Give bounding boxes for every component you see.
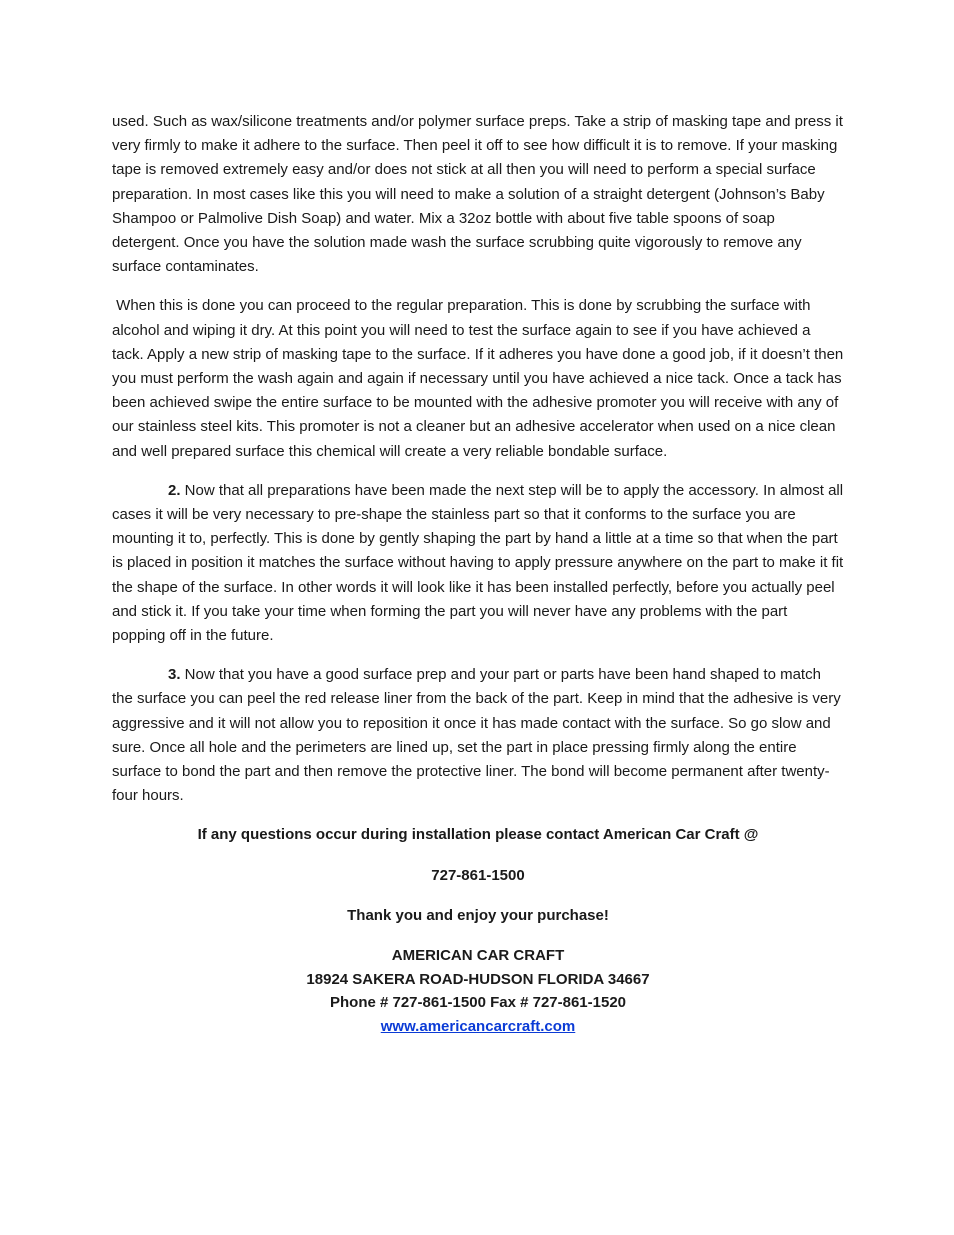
company-address: 18924 SAKERA ROAD-HUDSON FLORIDA 34667 [306, 970, 650, 988]
document-page [112, 110, 848, 1038]
website-link[interactable]: www.americancarcraft.com [380, 1017, 576, 1035]
company-address-block [112, 944, 844, 1038]
step-2-text: Now that all preparations have been made the next step will be to apply the accessory. In almost all cases it will be very necessary to pre-shape the stainless part so that it conforms to the surface you are mounting it to, perfectly. This is done by gently shaping the part by hand a little at a time so that when the part is placed in position it matches the surface without having to apply pressure anywhere on the part to make it fit the shape of the surface. In other words it will look like it has been installed perfectly, before you actually peel and stick it. If you take your time when forming the part you will never have any problems with the part popping off in the future. [112, 481, 844, 645]
paragraph-step-2 [112, 479, 844, 648]
thank-you-message: Thank you and enjoy your purchase! [347, 906, 609, 924]
company-name: AMERICAN CAR CRAFT [391, 947, 565, 965]
step-3-number: 3. [168, 666, 181, 684]
step-3-text: Now that you have a good surface prep and your part or parts have been hand shaped to match the surface you can peel the red release liner from the back of the part. Keep in mind that the adhesive is very aggressive and it will not allow you to reposition it once it has made contact with the surface. So go slow and sure. Once all hole and the perimeters are lined up, set the part in place pressing firmly along the entire surface to bond the part and then remove the protective liner. The bond will become permanent after twenty-four hours. [112, 666, 841, 805]
paragraph-surface-test: used. Such as wax/silicone treatments and/or polymer surface preps. Take a strip of masking tape and press it very firmly to make it adhere to the surface. Then peel it off to see how difficult it is to remove. If your masking tape is removed extremely easy and/or does not stick at all then you will need to perform a special surface preparation. In most cases like this you will need to make a solution of a straight detergent (Johnson’s Baby Shampoo or Palmolive Dish Soap) and water. Mix a 32oz bottle with about five table spoons of soap detergent. Once you have the solution made wash the surface scrubbing quite vigorously to remove any surface contaminates. [112, 113, 843, 276]
company-phone-fax: Phone # 727-861-1500 Fax # 727-861-1520 [329, 994, 627, 1012]
step-2-number: 2. [168, 481, 181, 499]
contact-phone: 727-861-1500 [431, 866, 525, 884]
contact-notice: If any questions occur during installation please contact American Car Craft @ [197, 826, 759, 844]
paragraph-regular-preparation: When this is done you can proceed to the regular preparation. This is done by scrubbing the surface with alcohol and wiping it dry. At this point you will need to test the surface again to see if you have achieved a tack. Apply a new strip of masking tape to the surface. If it adheres you have done a good job, if it doesn’t then you must perform the wash again and again if necessary until you have achieved a nice tack. Once a tack has been achieved swipe the entire surface to be mounted with the adhesive promoter you will receive with any of our stainless steel kits. This promoter is not a cleaner but an adhesive accelerator when used on a nice clean and well prepared surface this chemical will create a very reliable bondable surface. [112, 297, 848, 460]
paragraph-step-3 [112, 663, 844, 808]
